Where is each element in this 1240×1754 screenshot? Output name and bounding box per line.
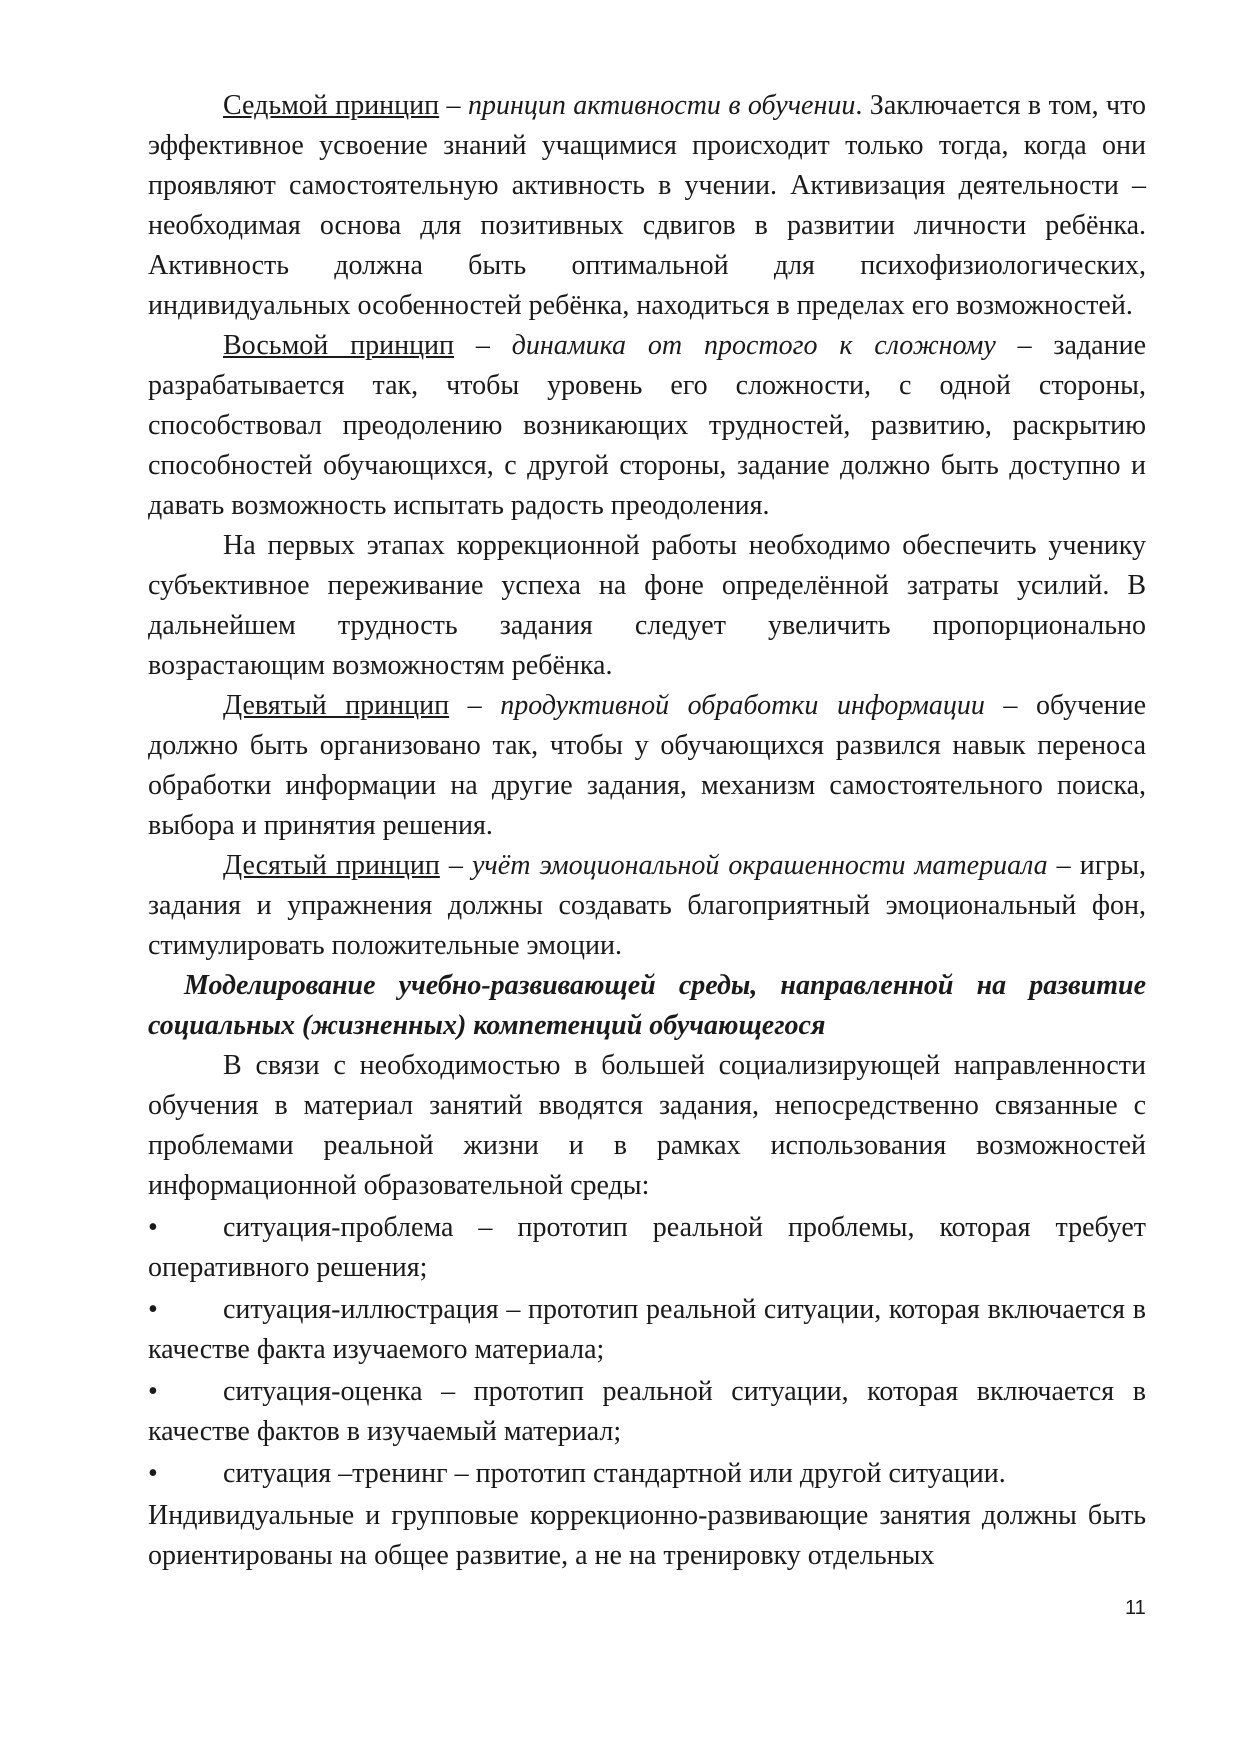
principle-ten-text: – игры, задания и упражнения должны создавать благоприятный эмоциональный фон, стимулировать положительные эмоции. xyxy=(148,850,1147,961)
principle-seven-text: . Заключается в том, что эффективное усвоение знаний учащимися происходит только тогда, когда они проявляют самостоятельную активность в учении. Активизация деятельности – необходимая основа для позитивных сдвигов в развитии личности ребёнка. Активность должна быть оптимальной для психофизиологических, индивидуальных особенностей ребёнка, находиться в пределах его возможностей. xyxy=(148,90,1146,321)
principle-ten-dash: – xyxy=(439,850,472,881)
principle-seven-paragraph xyxy=(148,86,1146,326)
principle-ten-title: учёт эмоциональной окрашенности материала xyxy=(471,850,1048,881)
bullet-item-illustration xyxy=(148,1290,1146,1370)
principle-ten-paragraph xyxy=(148,846,1146,966)
bullet-item-assessment xyxy=(148,1372,1146,1452)
document-page xyxy=(148,86,1146,1576)
principle-nine-paragraph xyxy=(148,686,1146,846)
principle-eight-text: – задание разрабатывается так, чтобы уровень его сложности, с одной стороны, способствовал преодолению возникающих трудностей, развитию, раскрытию способностей обучающихся, с другой стороны, задание должно быть доступно и давать возможность испытать радость преодоления. xyxy=(148,330,1146,521)
principle-ten-name: Десятый принцип xyxy=(223,850,440,881)
bullet-text: ситуация-оценка – прототип реальной ситуации, которая включается в качестве фактов в изучаемый материал; xyxy=(148,1376,1146,1447)
principle-seven-name: Седьмой принцип xyxy=(223,90,440,121)
bullet-mark: • xyxy=(148,1294,158,1325)
section-heading: Моделирование учебно-развивающей среды, направленной на развитие социальных (жизненных) компетенций обучающегося xyxy=(148,970,1146,1041)
principle-nine-name: Девятый принцип xyxy=(223,690,450,721)
principle-eight-dash: – xyxy=(454,330,512,361)
bullet-text: ситуация-иллюстрация – прототип реальной ситуации, которая включается в качестве факта изучаемого материала; xyxy=(148,1294,1146,1365)
principle-seven-title: принцип активности в обучении xyxy=(467,90,856,121)
bullet-item-problem xyxy=(148,1208,1146,1288)
bullet-text: ситуация-проблема – прототип реальной проблемы, которая требует оперативного решения; xyxy=(148,1212,1146,1283)
page-number: 11 xyxy=(1125,1597,1146,1619)
principle-nine-dash: – xyxy=(449,690,501,721)
bullet-text: ситуация –тренинг – прототип стандартной или другой ситуации. xyxy=(223,1458,1006,1489)
bullet-item-training xyxy=(148,1454,1146,1494)
principle-nine-text: – обучение должно быть организовано так, чтобы у обучающихся развился навык переноса обработки информации на другие задания, механизм самостоятельного поиска, выбора и принятия решения. xyxy=(148,690,1147,841)
first-stages-paragraph: На первых этапах коррекционной работы необходимо обеспечить ученику субъективное переживание успеха на фоне определённой затраты усилий. В дальнейшем трудность задания следует увеличить пропорционально возрастающим возможностям ребёнка. xyxy=(148,530,1146,681)
principle-eight-title: динамика от простого к сложному xyxy=(511,330,996,361)
final-paragraph: Индивидуальные и групповые коррекционно-развивающие занятия должны быть ориентированы на общее развитие, а не на тренировку отдельных xyxy=(148,1500,1146,1571)
principle-eight-paragraph xyxy=(148,326,1146,526)
principle-eight-name: Восьмой принцип xyxy=(223,330,455,361)
principle-seven-dash: – xyxy=(439,90,468,121)
intro-paragraph: В связи с необходимостью в большей социализирующей направленности обучения в материал занятий вводятся задания, непосредственно связанные с проблемами реальной жизни и в рамках использования возможностей информационной образовательной среды: xyxy=(148,1050,1146,1201)
bullet-mark: • xyxy=(148,1458,158,1489)
bullet-mark: • xyxy=(148,1212,158,1243)
principle-nine-title: продуктивной обработки информации xyxy=(500,690,985,721)
bullet-mark: • xyxy=(148,1376,158,1407)
